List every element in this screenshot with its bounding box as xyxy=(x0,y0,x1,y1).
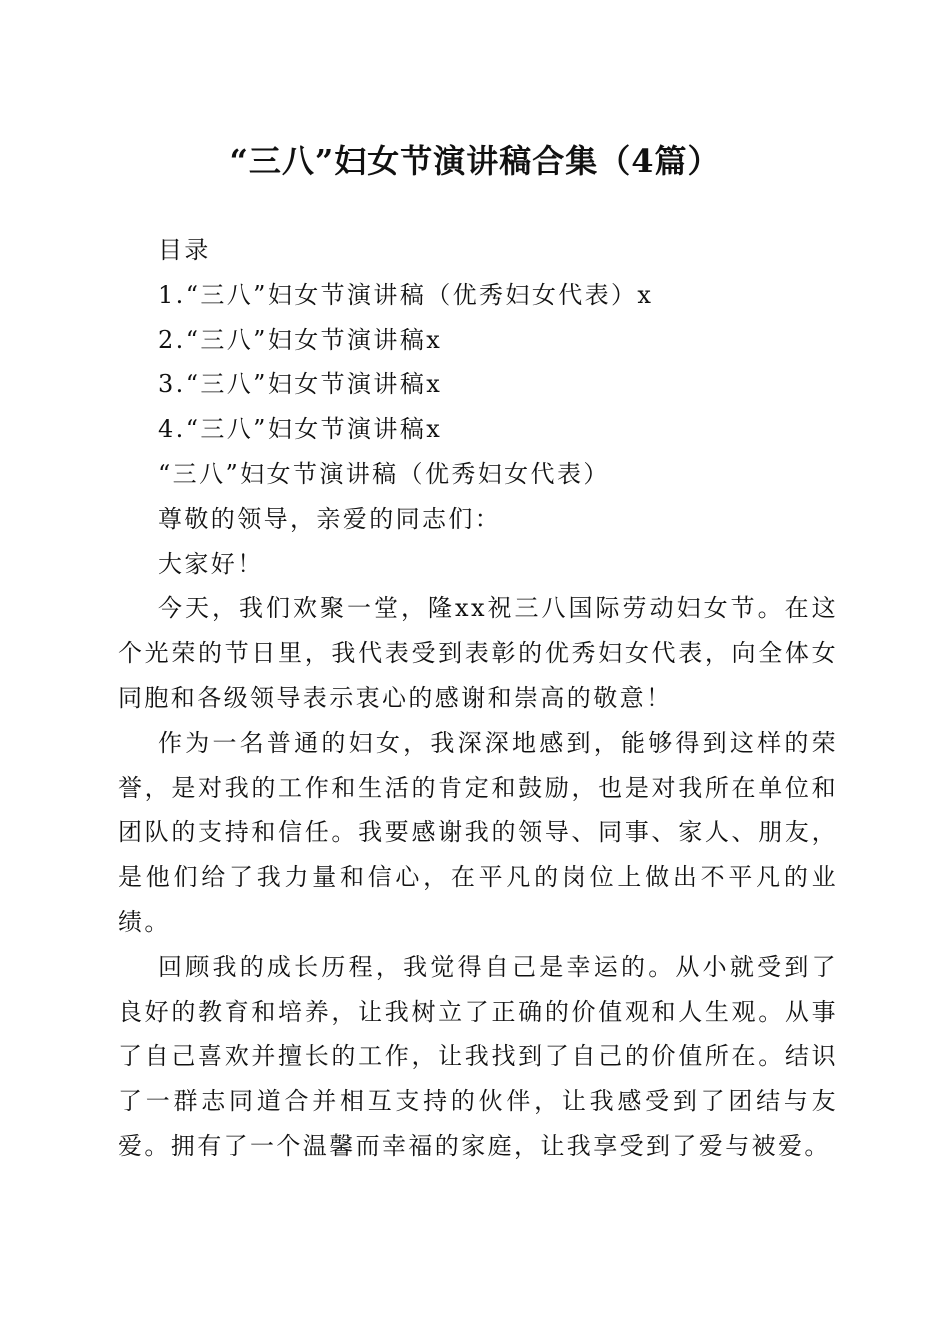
toc-item: 2.“三八”妇女节演讲稿x xyxy=(158,325,443,354)
toc-item: 4.“三八”妇女节演讲稿x xyxy=(158,415,443,444)
section-title: “三八”妇女节演讲稿（优秀妇女代表） xyxy=(158,459,610,488)
body-paragraph: 今天，我们欢聚一堂，隆xx祝三八国际劳动妇女节。在这个光荣的节日里，我代表受到表彰的优秀妇女代表，向全体女同胞和各级领导表示衷心的感谢和崇高的敬意！ xyxy=(118,594,838,712)
greeting: 大家好！ xyxy=(158,549,264,578)
body-paragraph: 回顾我的成长历程，我觉得自己是幸运的。从小就受到了良好的教育和培养，让我树立了正确的价值观和人生观。从事了自己喜欢并擅长的工作，让我找到了自己的价值所在。结识了一群志同道合并相互支持的伙伴，让我感受到了团结与友爱。拥有了一个温馨而幸福的家庭，让我享受到了爱与被爱。 xyxy=(118,952,838,1160)
toc-heading: 目录 xyxy=(158,236,211,264)
toc-item: 3.“三八”妇女节演讲稿x xyxy=(158,370,443,399)
document-title: “三八”妇女节演讲稿合集（4篇） xyxy=(229,142,721,180)
toc-item: 1.“三八”妇女节演讲稿（优秀妇女代表）x xyxy=(158,280,654,309)
document-body xyxy=(118,228,838,1169)
body-paragraph: 作为一名普通的妇女，我深深地感到，能够得到这样的荣誉，是对我的工作和生活的肯定和鼓励，也是对我所在单位和团队的支持和信任。我要感谢我的领导、同事、家人、朋友，是他们给了我力量和信心，在平凡的岗位上做出不平凡的业绩。 xyxy=(118,728,838,936)
salutation: 尊敬的领导，亲爱的同志们： xyxy=(158,504,502,533)
